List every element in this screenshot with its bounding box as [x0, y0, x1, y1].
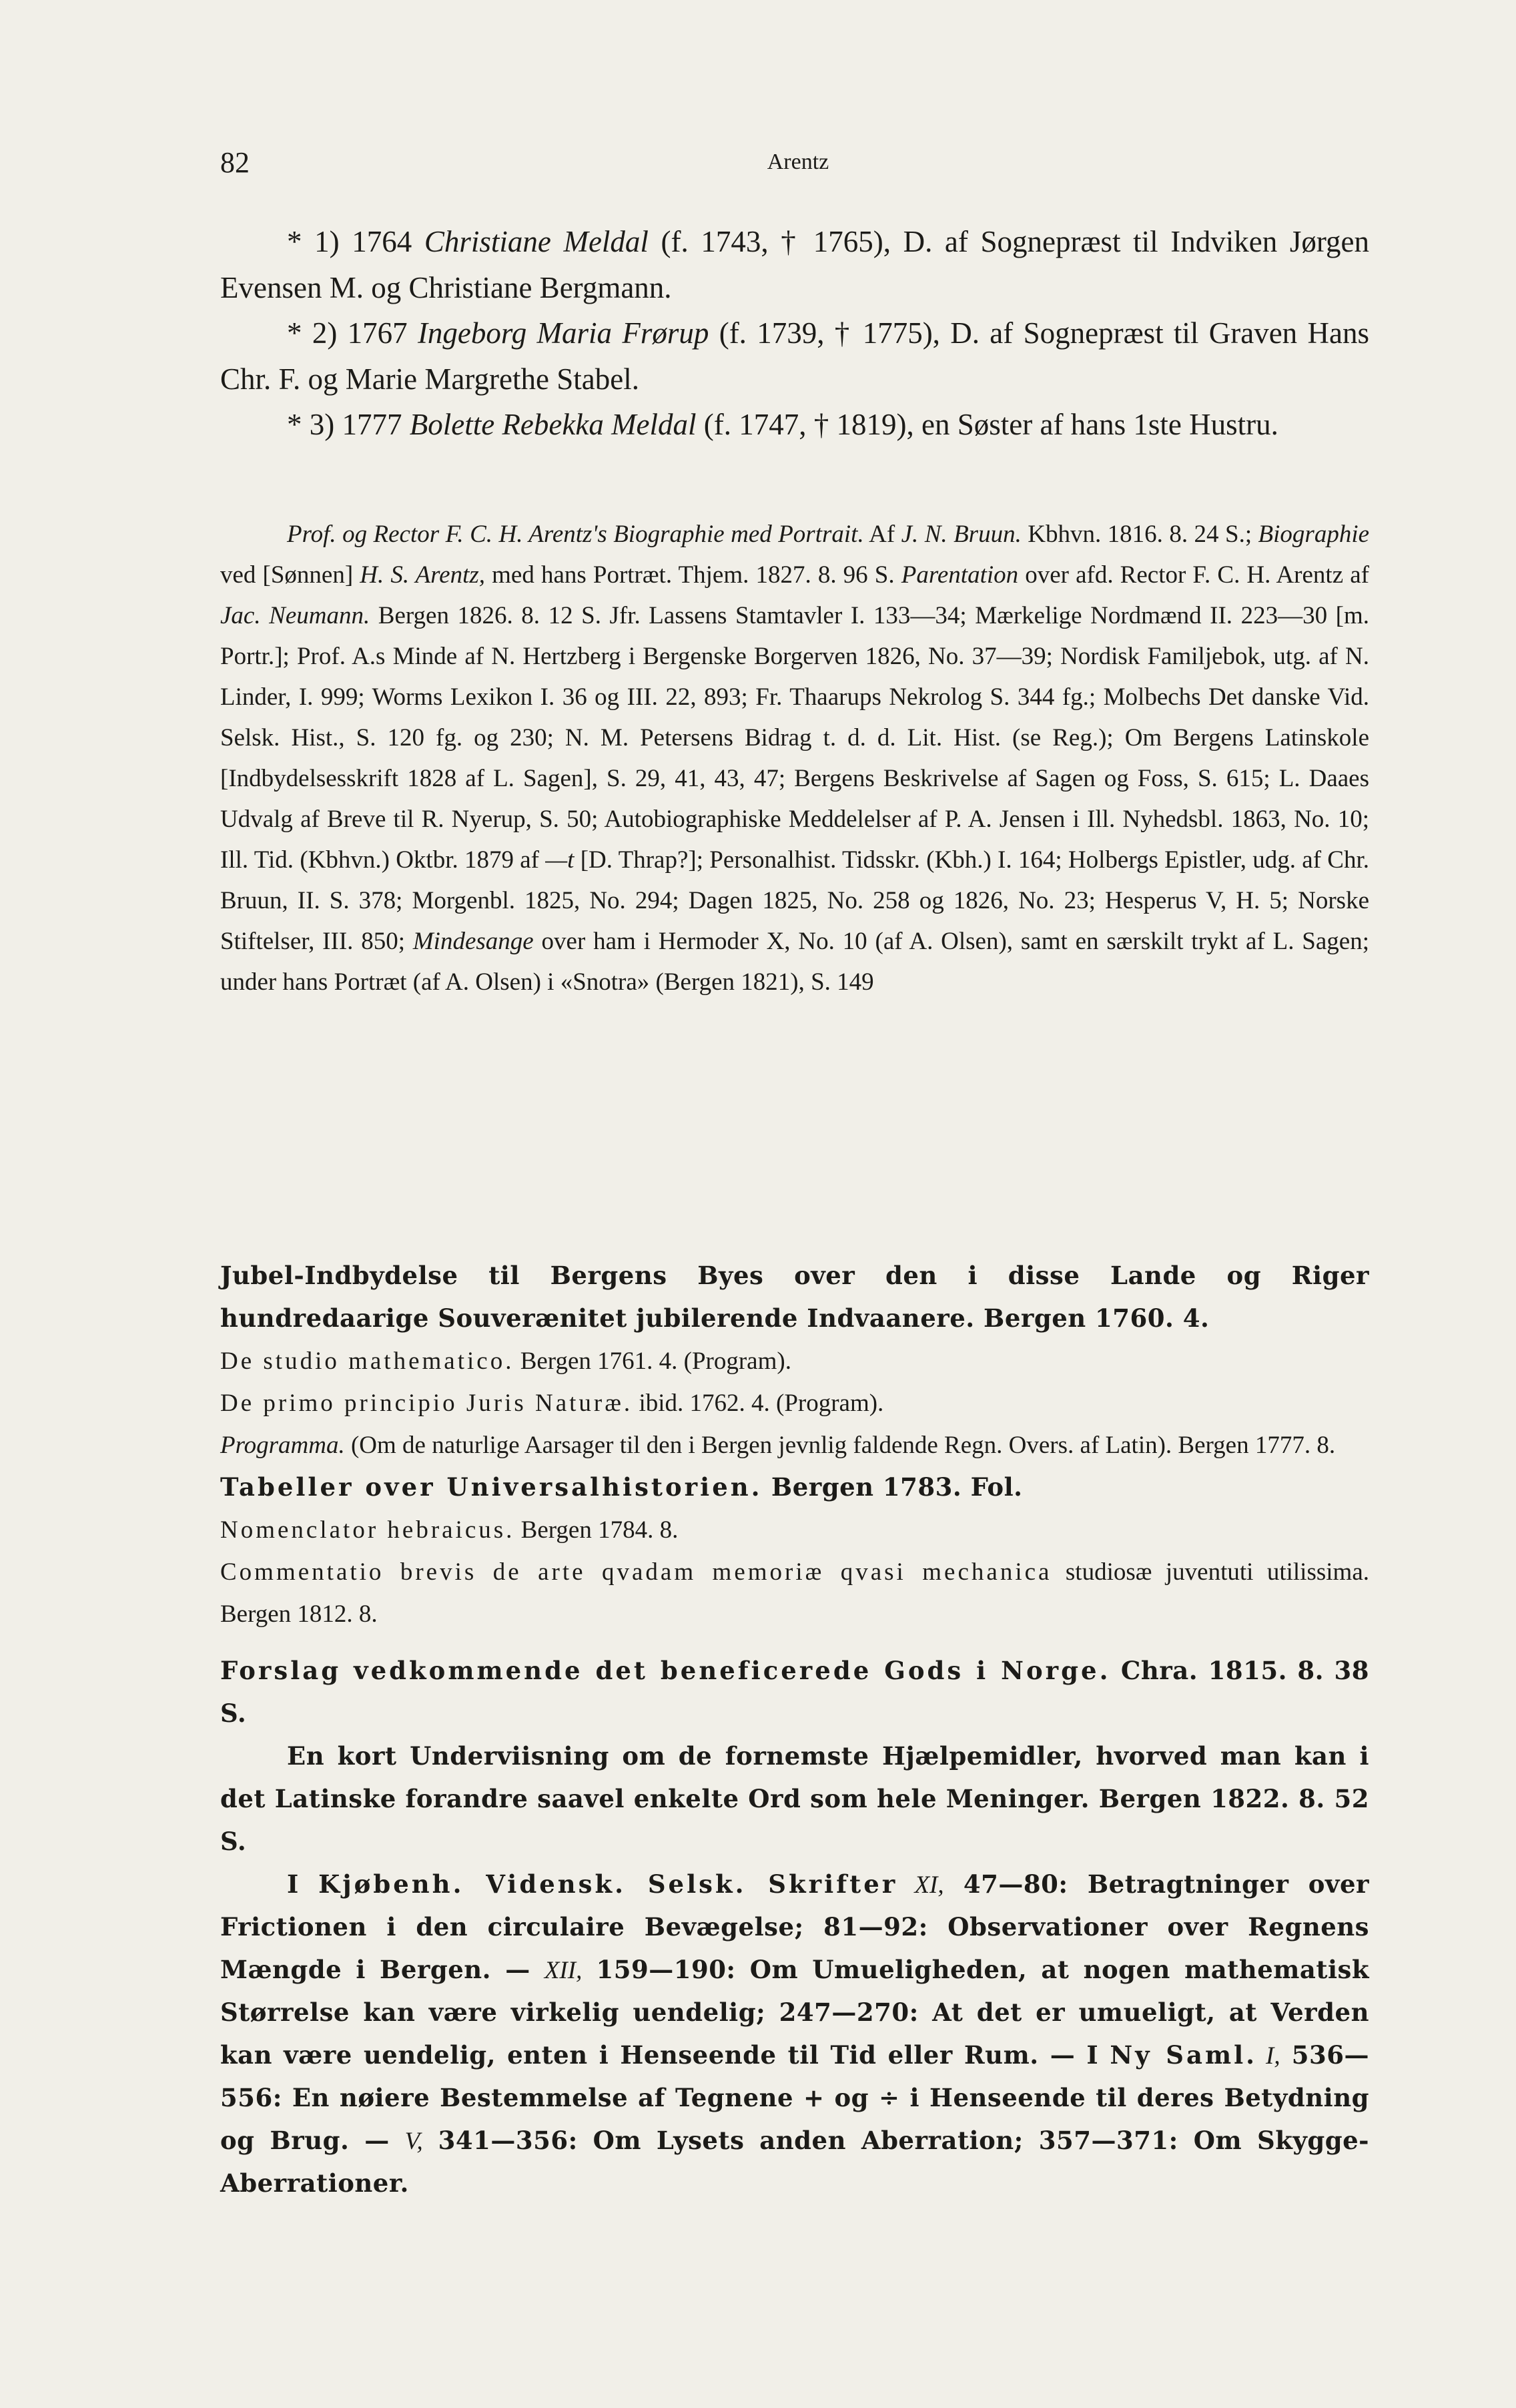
marriages-section: [220, 219, 1369, 448]
marriage-entry: [220, 310, 1369, 402]
marriage-details: (f. 1739, † 1775), D. af Sognepræst til Graven Hans Chr. F. og Marie Margrethe Stabel.: [220, 316, 1369, 396]
bib-title: Parentation: [901, 561, 1019, 589]
work-imprint: studiosæ juventuti utilissima. Bergen 1812. 8.: [220, 1558, 1369, 1628]
work-imprint: ibid. 1762. 4. (Program).: [633, 1390, 884, 1417]
work-imprint: Bergen 1760. 4.: [974, 1303, 1210, 1333]
work-imprint: Bergen 1822. 8. 52 S.: [220, 1784, 1370, 1856]
works-section: [220, 1255, 1369, 2205]
work-imprint: Bergen 1761. 4. (Program).: [514, 1347, 791, 1375]
work-text: 536—556: En nøiere Bestemmelse af Tegnene + og ÷ i Henseende til deres Betydning og Brug. —: [220, 2040, 1369, 2155]
bib-text: Bergen 1826. 8. 12 S. Jfr. Lassens Stamtavler I. 133—34; Mærkelige Nordmænd II. 223—30 [m. Portr.]; Prof. A.s Minde af N. Hertzberg i Bergenske Borgerven 1826, No. 37—39; Nordisk Familjebok, utg. af N. Linder, I. 999; Worms Lexikon I. 36 og III. 22, 893; Fr. Thaarups Nekrolog S. 344 fg.; Molbechs Det danske Vid. Selsk. Hist., S. 120 fg. og 230; N. M. Petersens Bidrag t. d. d. Lit. Hist. (se Reg.); Om Bergens Latinskole [Indbydelsesskrift 1828 af L. Sagen], S. 29, 41, 43, 47; Bergens Beskrivelse af Sagen og Foss, S. 615; L. Daaes Udvalg af Breve til R. Nyerup, S. 50; Autobiographiske Meddelelser af P. A. Jensen i Ill. Nyhedsbl. 1863, No. 10; Ill. Tid. (Kbhvn.) Oktbr. 1879 af: [220, 602, 1369, 874]
volume: XII,: [544, 1957, 583, 1984]
bibliography-section: [220, 514, 1369, 1002]
marriage-prefix: * 1) 1764: [287, 225, 424, 258]
work-entry: [220, 1735, 1369, 1863]
bib-author: J. N. Bruun.: [901, 521, 1022, 548]
marriage-details: (f. 1743, † 1765), D. af Sognepræst til Indviken Jørgen Evensen M. og Christiane Bergmann.: [220, 225, 1369, 304]
work-entry: [220, 1551, 1369, 1635]
work-text: I: [287, 1869, 319, 1899]
bib-text: ved [Sønnen]: [220, 561, 360, 589]
running-title: Arentz: [767, 149, 829, 174]
marriage-prefix: * 3) 1777: [287, 408, 410, 441]
work-entry: [220, 1650, 1369, 1735]
spacer: [220, 1635, 1369, 1650]
work-title: Jubel-Indbydelse til Bergens Byes over den i disse Lande og Riger hundredaarige Souverænitet jubilerende Indvaanere.: [220, 1261, 1369, 1333]
work-imprint: Bergen 1783. Fol.: [762, 1472, 1023, 1502]
bib-author: H. S. Arentz,: [360, 561, 486, 589]
work-text: 159—190: Om Umueligheden, at nogen mathematisk Størrelse kan være virkelig uendelig; 247—270: At det er umueligt, at Verden kan være uendelig, enten i Henseende til Tid eller Rum. — I: [220, 1955, 1369, 2070]
bib-text: [D. Thrap?]; Personalhist. Tidsskr. (Kbh.) I. 164; Holbergs Epistler, udg. af Chr. Bruun, II. S. 378; Morgenbl. 1825, No. 294; Dagen 1825, No. 258 og 1826, No. 23; Hesperus V, H. 5; Norske Stiftelser, III. 850;: [220, 846, 1369, 955]
bib-author: Jac. Neumann.: [220, 602, 370, 629]
work-text: 341—356: Om Lysets anden Aberration; 357—371: Om Skygge-Aberrationer.: [220, 2126, 1369, 2198]
bib-text: Af: [863, 521, 901, 548]
bib-text: Kbhvn. 1816. 8. 24 S.;: [1021, 521, 1258, 548]
bib-author: —t: [545, 846, 575, 874]
marriage-prefix: * 2) 1767: [287, 316, 418, 350]
page-number: 82: [220, 146, 250, 179]
work-title: Forslag vedkommende det beneficerede Gods i Norge.: [220, 1656, 1111, 1685]
work-entry: [220, 1863, 1369, 2205]
marriage-entry: [220, 219, 1369, 310]
work-imprint: (Om de naturlige Aarsager til den i Bergen jevnlig faldende Regn. Overs. af Latin). Bergen 1777. 8.: [344, 1432, 1336, 1459]
work-title: Programma.: [220, 1432, 345, 1459]
bibliography-paragraph: [220, 514, 1369, 1002]
bib-title: Biographie: [1258, 521, 1370, 548]
page-header: [220, 145, 1376, 192]
work-text: 47—80: Betragtninger over Frictionen i den circulaire Bevægelse; 81—92: Observationer over Regnens Mængde i Bergen. —: [220, 1869, 1369, 1984]
journal-title: Kjøbenh. Vidensk. Selsk. Skrifter: [318, 1869, 898, 1899]
volume: V,: [404, 2128, 423, 2155]
bib-title: Mindesange: [412, 928, 534, 955]
spouse-name: Bolette Rebekka Meldal: [409, 408, 697, 441]
bib-text: over ham i Hermoder X, No. 10 (af A. Olsen), samt en særskilt trykt af L. Sagen; under hans Portræt (af A. Olsen) i «Snotra» (Bergen 1821), S. 149: [220, 928, 1369, 996]
work-imprint: Chra. 1815. 8. 38 S.: [220, 1656, 1369, 1728]
bib-text: over afd. Rector F. C. H. Arentz af: [1018, 561, 1369, 589]
work-entry: [220, 1509, 1369, 1551]
spouse-name: Ingeborg Maria Frørup: [417, 316, 709, 350]
work-imprint: Bergen 1784. 8.: [514, 1516, 679, 1544]
bib-title: Prof. og Rector F. C. H. Arentz's Biographie med Portrait.: [287, 521, 864, 548]
work-title: Tabeller over Universalhistorien.: [220, 1472, 763, 1502]
work-title: En kort Underviisning om de fornemste Hjælpemidler, hvorved man kan i det Latinske forandre saavel enkelte Ord som hele Meninger.: [220, 1741, 1369, 1813]
volume: XI,: [897, 1871, 944, 1899]
spouse-name: Christiane Meldal: [424, 225, 649, 258]
work-entry: [220, 1255, 1369, 1340]
work-entry: [220, 1424, 1369, 1466]
volume: I,: [1257, 2042, 1280, 2070]
work-entry: [220, 1466, 1369, 1509]
work-entry: [220, 1340, 1369, 1382]
journal-title: Ny Saml.: [1110, 2040, 1258, 2070]
marriage-details: (f. 1747, † 1819), en Søster af hans 1ste Hustru.: [696, 408, 1278, 441]
work-entry: [220, 1382, 1369, 1424]
work-title: Nomenclator hebraicus.: [220, 1516, 515, 1544]
work-title: Commentatio brevis de arte qvadam memoriæ qvasi mechanica: [220, 1558, 1052, 1586]
marriage-entry: [220, 402, 1369, 448]
work-title: De primo principio Juris Naturæ.: [220, 1390, 633, 1417]
work-title: De studio mathematico.: [220, 1347, 514, 1375]
bib-text: med hans Portræt. Thjem. 1827. 8. 96 S.: [485, 561, 901, 589]
